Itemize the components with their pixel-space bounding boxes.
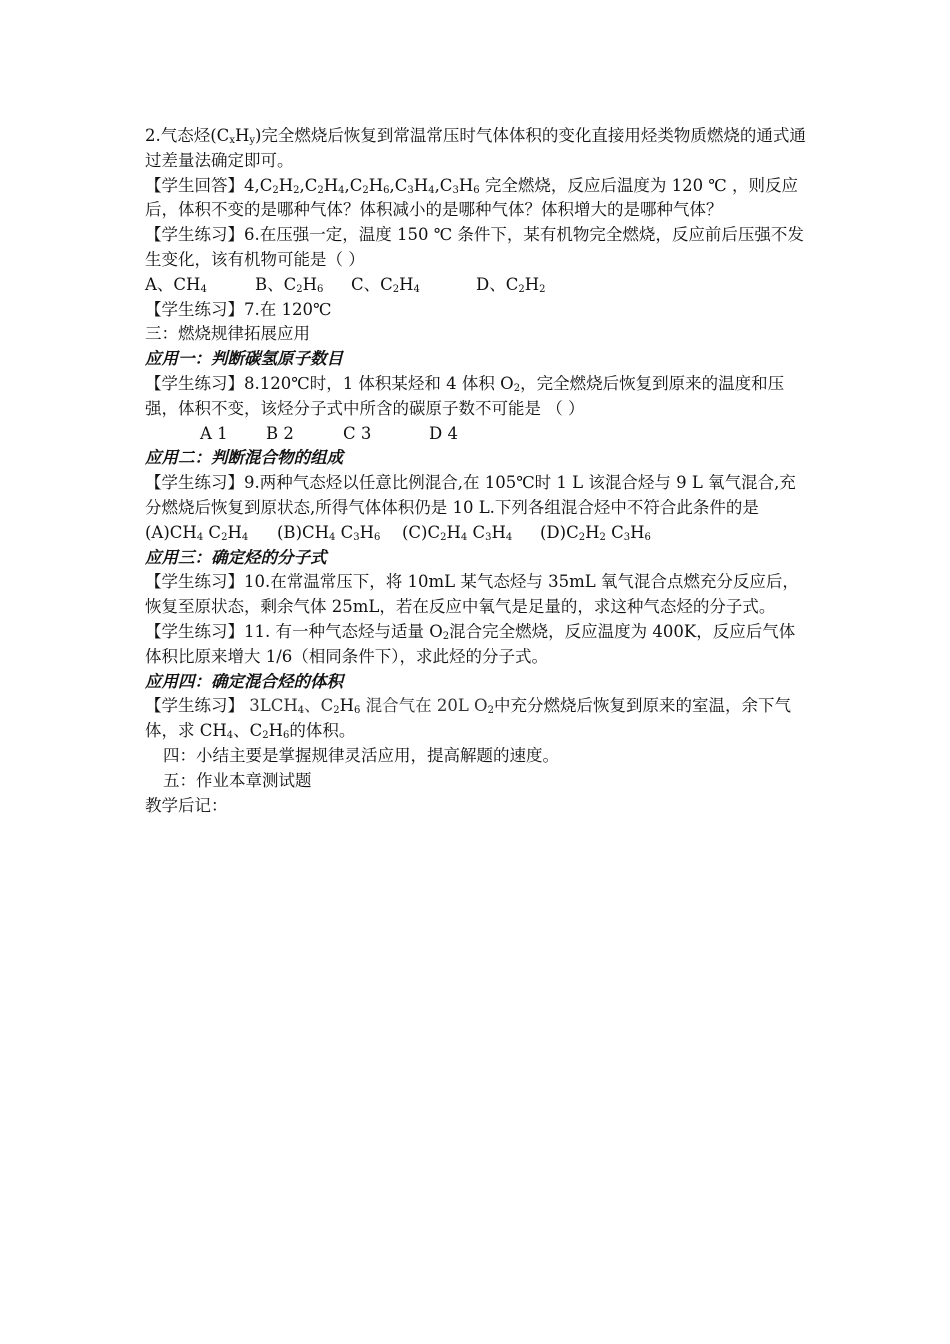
exercise-7 <box>145 298 810 323</box>
text: 混合完全燃烧，反应温度为 400K，反应后气体体积比原来增大 1/6（相同条件下），求此烃的分子式。 <box>145 621 796 666</box>
option-a: $(A)CH_4$ $C_2H_4$ <box>145 522 249 543</box>
text: 的体积。 <box>289 721 356 741</box>
option-d: D 4 <box>429 423 458 443</box>
label: 【学生练习】 <box>145 621 244 641</box>
exercise-10 <box>145 570 810 620</box>
exercise-9-options <box>145 521 810 546</box>
text: 中充分燃烧后恢复到原来的室温，余下气体，求 CH <box>145 696 791 741</box>
text: 混合气在 20L O <box>360 696 488 716</box>
label: 【学生练习】 <box>145 373 244 393</box>
paragraph-2 <box>145 124 810 174</box>
option-b: B、$C_2H_6$ <box>255 274 324 295</box>
teaching-postscript: 教学后记： <box>145 795 228 815</box>
section-4-summary: 四：小结主要是掌握规律灵活应用，提高解题的速度。 <box>163 745 559 765</box>
text: H <box>234 126 250 145</box>
option-d: D、$C_2H_2$ <box>476 274 546 295</box>
text: 、C <box>304 696 334 716</box>
option-c: C、$C_2H_4$ <box>351 274 420 295</box>
option-d: $(D)C_2H_2$ $C_3H_6$ <box>540 522 651 543</box>
text: 、C <box>233 721 263 741</box>
subscript: x <box>229 135 235 146</box>
label: 【学生回答】 <box>145 175 244 195</box>
subscript: y <box>249 135 255 146</box>
text: 7.在 120℃ <box>244 299 332 319</box>
text: 8.120℃时，1 体积某烃和 4 体积 O <box>244 373 514 393</box>
label: 【学生练习】 <box>145 696 244 716</box>
text: 完全燃烧，反应后温度为 120 ℃ ，则反应后，体积不变的是哪种气体？体积减小的是哪种气体？体积增大的是哪种气体？ <box>145 175 799 220</box>
application-3-heading: 应用三：确定烃的分子式 <box>145 547 327 567</box>
application-2-heading: 应用二：判断混合物的组成 <box>145 448 343 468</box>
text: 4,C <box>244 175 273 195</box>
document-page <box>145 124 810 818</box>
option-b: B 2 <box>266 423 294 443</box>
text: 3LCH <box>244 696 298 716</box>
option-a: A、$CH_4$ <box>145 274 207 295</box>
exercise-9 <box>145 471 810 521</box>
application-1-heading: 应用一：判断碳氢原子数目 <box>145 349 343 369</box>
text: 2.气态烃(C <box>145 126 230 145</box>
label: 【学生练习】 <box>145 572 244 592</box>
text: 11. 有一种气态烃与适量 O <box>244 621 443 641</box>
label: 【学生练习】 <box>145 299 244 319</box>
option-c: C 3 <box>343 423 372 443</box>
exercise-8-options <box>145 422 810 447</box>
option-a: A 1 <box>200 423 228 443</box>
text: ，完全燃烧后恢复到原来的温度和压强，体积不变，该烃分子式中所含的碳原子数不可能是 （ ） <box>145 373 785 418</box>
text: 9.两种气态烃以任意比例混合,在 105℃时 1 L 该混合烃与 9 L 氧气混合,充分燃烧后恢复到原状态,所得气体体积仍是 10 L.下列各组混合烃中不符合此条件的是 <box>145 473 796 517</box>
option-c: $(C)C_2H_4$ $C_3H_4$ <box>402 522 513 543</box>
exercise-11: 【学生练习】11. 有一种气态烃与适量 $O_2$混合完全燃烧，反应温度为 400K，反应后气体体积比原来增大 1/6（相同条件下），求此烃的分子式。 <box>145 621 796 666</box>
application-4-heading: 应用四：确定混合烃的体积 <box>145 671 343 691</box>
label: 【学生练习】 <box>145 225 244 245</box>
exercise-8: 【学生练习】8.120℃时，1 体积某烃和 4 体积 $O_2$，完全燃烧后恢复到原来的温度和压强，体积不变，该烃分子式中所含的碳原子数不可能是 （ ） <box>145 373 785 418</box>
text: )完全燃烧后恢复到常温常压时气体体积的变化直接用烃类物质燃烧的通式通过差量法确定即可。 <box>145 126 806 170</box>
option-b: $(B)CH_4$ $C_3H_6$ <box>277 522 381 543</box>
exercise-6 <box>145 223 810 273</box>
section-3-heading: 三：燃烧规律拓展应用 <box>145 324 310 344</box>
label: 【学生练习】 <box>145 473 244 493</box>
text: 6.在压强一定，温度 150 ℃ 条件下，某有机物完全燃烧，反应前后压强不发生变化，该有机物可能是（ ） <box>145 225 804 269</box>
section-5-homework: 五：作业本章测试题 <box>163 770 312 790</box>
student-answer: 【学生回答】$4,C_2H_2,C_2H_4,C_2H_6,C_3H_4,C_3H_6$ 完全燃烧，反应后温度为 120 ℃ ，则反应后，体积不变的是哪种气体？体积减小的是哪种气体？体积增大的是哪种气体？ <box>145 175 799 220</box>
exercise-6-options <box>145 273 810 298</box>
exercise-12: 【学生练习】 $3LCH_4$、$C_2H_6$ 混合气在 20L $O_2$中充分燃烧后恢复到原来的室温，余下气体，求 $CH_4$、$C_2H_6$的体积。 <box>145 696 791 742</box>
text: 10.在常温常压下，将 10mL 某气态烃与 35mL 氧气混合点燃充分反应后，恢复至原状态，剩余气体 25mL，若在反应中氧气是足量的，求这种气态烃的分子式。 <box>145 572 799 617</box>
